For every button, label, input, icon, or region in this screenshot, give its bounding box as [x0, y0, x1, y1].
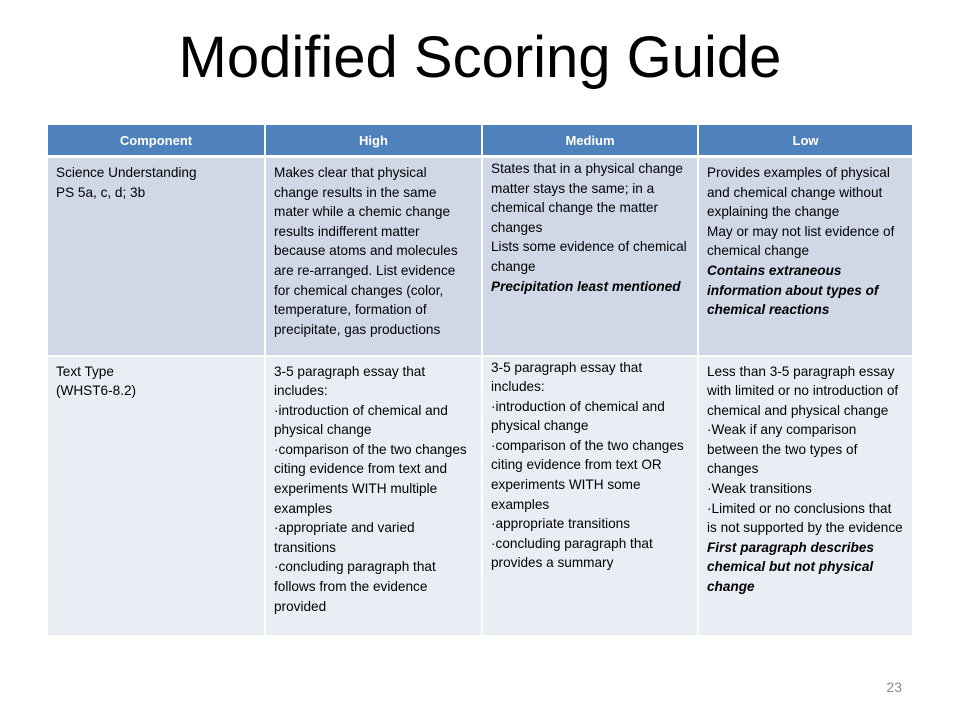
- component-cell: [48, 356, 265, 636]
- bullet-item: [274, 401, 473, 440]
- page-number: 23: [886, 679, 902, 695]
- bullet-item: [707, 499, 904, 538]
- criterion-emphasis: Precipitation least mentioned: [491, 278, 681, 294]
- bullet-icon: ·: [274, 559, 279, 575]
- bullet-text: appropriate transitions: [495, 516, 631, 532]
- bullet-icon: ·: [274, 402, 279, 418]
- criterion-intro: 3-5 paragraph essay that includes:: [274, 363, 426, 399]
- bullet-text: comparison of the two changes citing evidence from text and experiments WITH multiple examples: [274, 441, 467, 516]
- criterion-text: Lists some evidence of chemical change: [491, 239, 687, 274]
- bullet-item: [274, 518, 473, 557]
- slide-title: Modified Scoring Guide: [178, 25, 782, 90]
- component-name: Science Understanding: [56, 165, 197, 180]
- bullet-item: [274, 557, 473, 616]
- criterion-emphasis: First paragraph describes chemical but not physical change: [707, 539, 874, 595]
- header-row: [48, 125, 912, 157]
- bullet-item: [491, 514, 689, 534]
- bullet-text: Limited or no conclusions that is not supported by the evidence: [707, 500, 903, 536]
- low-cell: [698, 157, 912, 356]
- component-name: Text Type: [56, 363, 114, 379]
- criterion-intro: Less than 3-5 paragraph essay with limited or no introduction of chemical and physical change: [707, 363, 899, 418]
- bullet-text: comparison of the two changes citing evidence from text OR experiments WITH some examples: [491, 437, 684, 512]
- bullet-icon: ·: [491, 398, 496, 414]
- bullet-item: [707, 420, 904, 479]
- high-cell: [265, 157, 482, 356]
- criterion-intro: 3-5 paragraph essay that includes:: [491, 359, 643, 395]
- header-medium: Medium: [482, 125, 698, 157]
- bullet-icon: ·: [491, 535, 496, 551]
- bullet-text: concluding paragraph that provides a summary: [491, 535, 653, 571]
- high-cell: [265, 356, 482, 636]
- bullet-icon: ·: [274, 520, 279, 536]
- header-component: Component: [48, 125, 265, 157]
- bullet-icon: ·: [491, 437, 496, 453]
- component-standard: PS 5a, c, d; 3b: [56, 184, 146, 200]
- bullet-icon: ·: [707, 481, 712, 497]
- table-row: [48, 356, 912, 636]
- bullet-item: [274, 440, 473, 518]
- bullet-text: concluding paragraph that follows from the evidence provided: [274, 559, 436, 614]
- bullet-icon: ·: [707, 422, 712, 438]
- medium-cell: [482, 356, 698, 636]
- header-high: High: [265, 125, 482, 157]
- header-low: Low: [698, 125, 912, 157]
- criterion-text: Provides examples of physical and chemical change without explaining the change: [707, 165, 890, 220]
- bullet-text: Weak if any comparison between the two types of changes: [707, 422, 858, 477]
- bullet-icon: ·: [707, 500, 712, 516]
- criterion-emphasis: Contains extraneous information about types of chemical reactions: [707, 262, 879, 318]
- bullet-item: [707, 479, 904, 499]
- low-cell: [698, 356, 912, 636]
- bullet-text: introduction of chemical and physical change: [491, 398, 665, 434]
- component-standard: (WHST6-8.2): [56, 383, 137, 399]
- bullet-item: [491, 397, 689, 436]
- medium-cell: [482, 157, 698, 356]
- table-row: [48, 157, 912, 356]
- bullet-text: appropriate and varied transitions: [274, 520, 415, 555]
- bullet-item: [491, 436, 689, 514]
- criterion-text: States that in a physical change matter stays the same; in a chemical change the matter changes: [491, 161, 683, 235]
- criterion-text: May or may not list evidence of chemical change: [707, 223, 895, 259]
- component-cell: [48, 157, 265, 356]
- bullet-text: introduction of chemical and physical change: [274, 402, 448, 438]
- bullet-icon: ·: [491, 516, 496, 532]
- criterion-text: Makes clear that physical change results in the same mater while a chemic change results indifferent matter because atoms and molecules are re-arranged. List evidence for chemical changes (color, temperature, formation of precipitate, gas productions: [274, 165, 458, 337]
- bullet-icon: ·: [274, 441, 279, 457]
- scoring-guide-table: [48, 125, 912, 637]
- bullet-text: Weak transitions: [711, 481, 812, 497]
- bullet-item: [491, 534, 689, 573]
